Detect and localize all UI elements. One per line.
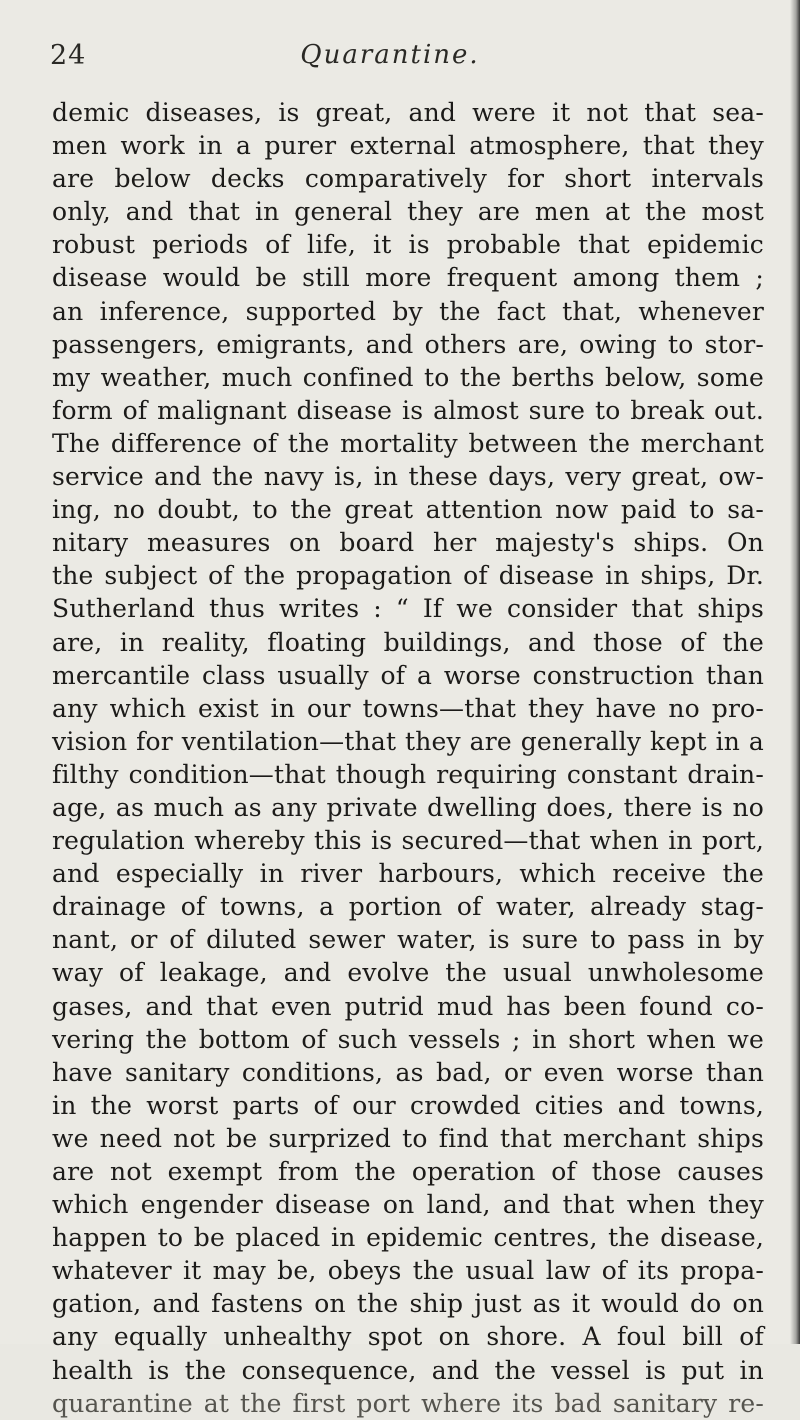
text-line: any which exist in our towns—that they have no pro- bbox=[52, 693, 764, 723]
text-line: quarantine at the first port where its bad sanitary re- bbox=[52, 1388, 764, 1418]
text-line: have sanitary conditions, as bad, or even worse than bbox=[52, 1057, 764, 1087]
text-line: and especially in river harbours, which receive the bbox=[52, 859, 764, 889]
page-edge-shadow bbox=[790, 0, 800, 1344]
page-number: 24 bbox=[50, 40, 87, 71]
text-line: any equally unhealthy spot on shore. A foul bill of bbox=[52, 1322, 764, 1352]
text-line: demic diseases, is great, and were it not that sea- bbox=[52, 98, 764, 127]
text-line: ing, no doubt, to the great attention now paid to sa- bbox=[52, 495, 764, 525]
text-line: health is the consequence, and the vessel is put in bbox=[52, 1355, 764, 1385]
text-line: filthy condition—that though requiring constant drain- bbox=[52, 759, 764, 789]
text-line: mercantile class usually of a worse construction than bbox=[52, 660, 764, 690]
text-line: whatever it may be, obeys the usual law of its propa- bbox=[52, 1256, 764, 1286]
body-text bbox=[52, 96, 764, 1420]
running-head: Quarantine. bbox=[300, 40, 480, 70]
text-line: my weather, much confined to the berths below, some bbox=[52, 362, 764, 392]
text-line: in the worst parts of our crowded cities and towns, bbox=[52, 1090, 764, 1120]
text-line: disease would be still more frequent among them ; bbox=[52, 263, 764, 293]
text-line: passengers, emigrants, and others are, owing to stor- bbox=[52, 329, 764, 359]
text-line: an inference, supported by the fact that, whenever bbox=[52, 296, 764, 326]
text-line: are below decks comparatively for short intervals bbox=[52, 164, 764, 194]
text-line: are not exempt from the operation of those causes bbox=[52, 1157, 764, 1186]
text-line: vering the bottom of such vessels ; in short when we bbox=[52, 1024, 764, 1054]
text-line: regulation whereby this is secured—that when in port, bbox=[52, 826, 764, 856]
text-line: vision for ventilation—that they are generally kept in a bbox=[52, 726, 764, 756]
text-line: nant, or of diluted sewer water, is sure to pass in by bbox=[52, 925, 764, 955]
text-line: which engender disease on land, and that when they bbox=[52, 1190, 764, 1220]
text-line: way of leakage, and evolve the usual unwholesome bbox=[52, 958, 764, 988]
text-line: the subject of the propagation of disease in ships, Dr. bbox=[52, 561, 764, 591]
text-line: service and the navy is, in these days, very great, ow- bbox=[52, 462, 764, 492]
text-line: nitary measures on board her majesty's ships. On bbox=[52, 528, 764, 558]
text-line: happen to be placed in epidemic centres, the disease, bbox=[52, 1223, 764, 1253]
text-line: men work in a purer external atmosphere, that they bbox=[52, 131, 764, 161]
text-line: The difference of the mortality between the merchant bbox=[52, 428, 764, 458]
text-line: gation, and fastens on the ship just as it would do on bbox=[52, 1289, 764, 1319]
text-line: are, in reality, floating buildings, and those of the bbox=[52, 627, 764, 657]
text-line: we need not be surprized to find that merchant ships bbox=[52, 1123, 764, 1153]
text-line: only, and that in general they are men at the most bbox=[52, 197, 764, 227]
text-line: age, as much as any private dwelling does, there is no bbox=[52, 792, 764, 822]
text-line: drainage of towns, a portion of water, already stag- bbox=[52, 892, 764, 922]
text-line: robust periods of life, it is probable that epidemic bbox=[52, 230, 764, 260]
text-line: Sutherland thus writes : “ If we consider that ships bbox=[52, 594, 764, 624]
page-header bbox=[40, 40, 740, 84]
text-line: gases, and that even putrid mud has been found co- bbox=[52, 991, 764, 1021]
text-line: form of malignant disease is almost sure to break out. bbox=[52, 395, 764, 425]
